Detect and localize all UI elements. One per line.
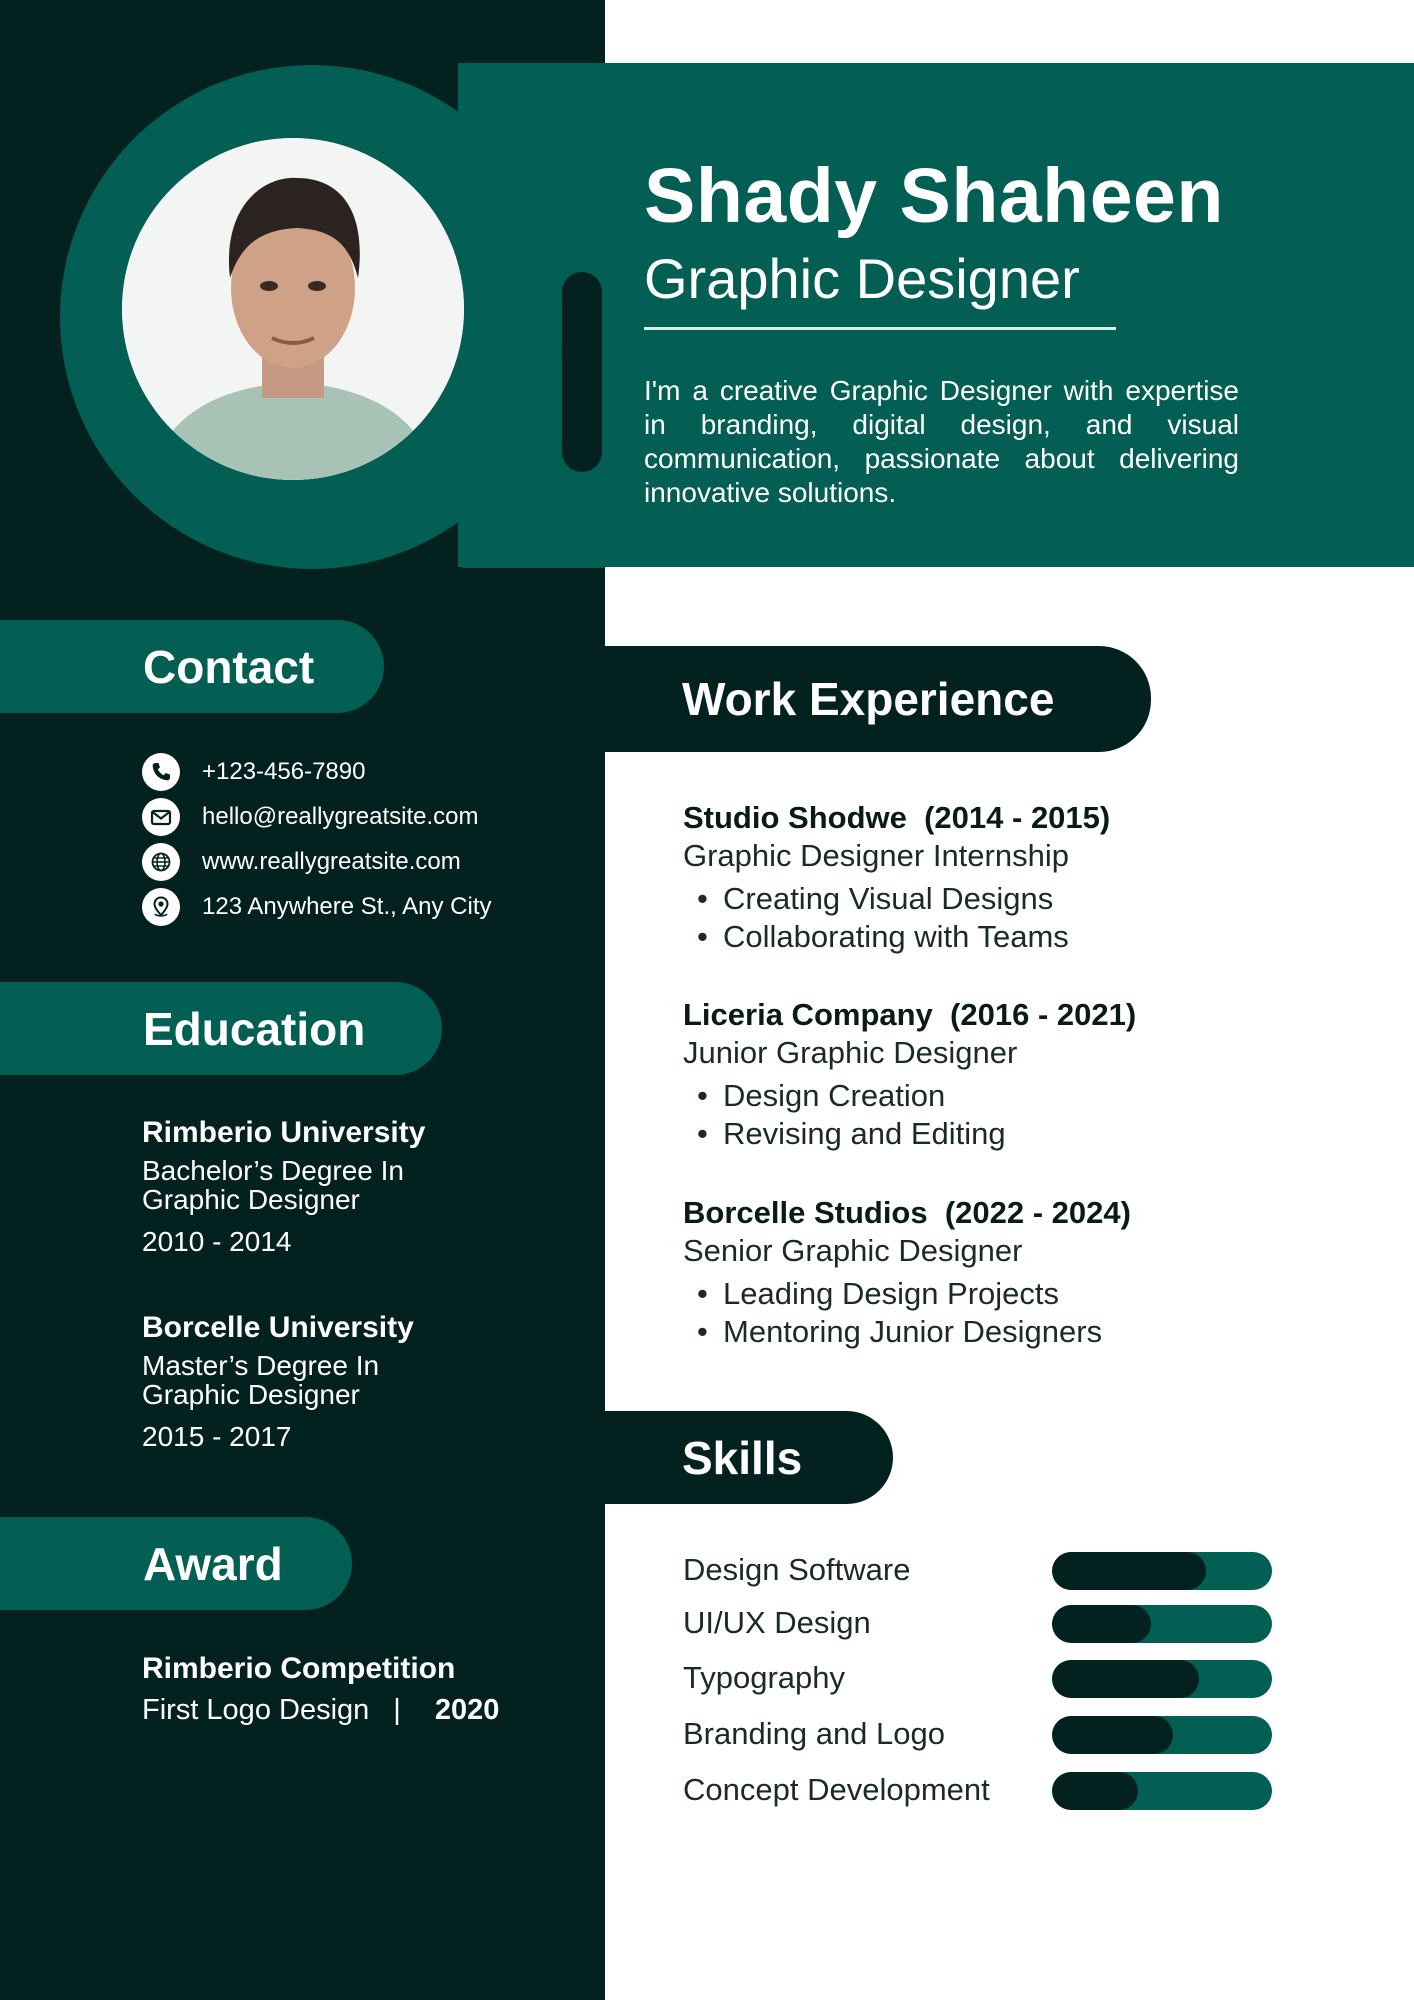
job-entry <box>683 1195 1131 1351</box>
skill-bar-fill <box>1052 1552 1206 1590</box>
job-company: Liceria Company <box>683 997 933 1032</box>
job-company: Borcelle Studios <box>683 1195 928 1230</box>
title-divider <box>644 327 1116 330</box>
job-bullet: • Creating Visual Designs <box>683 880 1110 918</box>
skill-bar <box>1052 1716 1272 1754</box>
candidate-name: Shady Shaheen <box>644 153 1224 239</box>
job-period: (2014 - 2015) <box>924 800 1111 835</box>
profile-photo <box>122 138 464 480</box>
hook-accent <box>562 272 602 472</box>
skill-bar-fill <box>1052 1605 1151 1643</box>
skill-name: Branding and Logo <box>683 1716 946 1751</box>
contact-phone-text: +123-456-7890 <box>202 758 366 785</box>
skills-heading: Skills <box>605 1411 893 1504</box>
avatar-illustration <box>122 138 464 480</box>
job-role: Junior Graphic Designer <box>683 1035 1018 1070</box>
job-bullets <box>683 1077 1136 1153</box>
skill-bar <box>1052 1772 1272 1810</box>
education-school: Rimberio University <box>142 1116 426 1149</box>
award-title: Rimberio Competition <box>142 1652 456 1685</box>
phone-icon <box>142 753 180 791</box>
contact-phone[interactable] <box>142 753 365 791</box>
job-period: (2022 - 2024) <box>944 1195 1131 1230</box>
award-detail-line <box>142 1694 499 1727</box>
skill-name: Concept Development <box>683 1772 990 1807</box>
job-bullet: • Design Creation <box>683 1077 1136 1115</box>
contact-website-text: www.reallygreatsite.com <box>202 848 461 875</box>
education-degree: Bachelor’s Degree In Graphic Designer <box>142 1155 405 1215</box>
candidate-title: Graphic Designer <box>644 247 1080 310</box>
job-period: (2016 - 2021) <box>950 997 1137 1032</box>
education-years: 2015 - 2017 <box>142 1421 292 1452</box>
location-icon <box>142 888 180 926</box>
education-school: Borcelle University <box>142 1311 414 1344</box>
education-entry <box>142 1311 472 1453</box>
job-role: Senior Graphic Designer <box>683 1233 1023 1268</box>
about-text: I'm a creative Graphic Designer with expertise in branding, digital design, and visual communication, passionate about delivering innovative solutions. <box>644 375 1239 508</box>
skill-name: UI/UX Design <box>683 1605 871 1640</box>
contact-address-text: 123 Anywhere St., Any City <box>202 893 492 920</box>
contact-website[interactable] <box>142 843 461 881</box>
job-role: Graphic Designer Internship <box>683 838 1069 873</box>
job-bullets <box>683 1275 1131 1351</box>
award-year: 2020 <box>434 1694 500 1726</box>
contact-address[interactable] <box>142 888 492 926</box>
skill-bar-fill <box>1052 1772 1138 1810</box>
education-degree: Master’s Degree In Graphic Designer <box>142 1350 380 1410</box>
education-years: 2010 - 2014 <box>142 1226 292 1257</box>
job-entry <box>683 997 1136 1153</box>
award-heading: Award <box>0 1517 352 1610</box>
job-company: Studio Shodwe <box>683 800 907 835</box>
job-entry <box>683 800 1110 956</box>
job-bullet: • Leading Design Projects <box>683 1275 1131 1313</box>
job-header <box>683 997 1136 1033</box>
work-experience-heading: Work Experience <box>605 646 1151 752</box>
contact-heading: Contact <box>0 620 384 713</box>
job-header <box>683 1195 1131 1231</box>
globe-icon <box>142 843 180 881</box>
job-header <box>683 800 1110 836</box>
mail-icon <box>142 798 180 836</box>
education-entry <box>142 1116 472 1258</box>
contact-email-text: hello@reallygreatsite.com <box>202 803 479 830</box>
job-bullet: • Collaborating with Teams <box>683 918 1110 956</box>
job-bullets <box>683 880 1110 956</box>
contact-email[interactable] <box>142 798 478 836</box>
skill-bar <box>1052 1660 1272 1698</box>
job-bullet: • Mentoring Junior Designers <box>683 1313 1131 1351</box>
job-bullet: • Revising and Editing <box>683 1115 1136 1153</box>
skill-name: Typography <box>683 1660 845 1695</box>
award-detail: First Logo Design <box>142 1694 370 1726</box>
skill-bar-fill <box>1052 1660 1199 1698</box>
education-heading: Education <box>0 982 442 1075</box>
award-separator: | <box>393 1694 401 1726</box>
skill-bar <box>1052 1552 1272 1590</box>
skill-bar <box>1052 1605 1272 1643</box>
skill-name: Design Software <box>683 1552 911 1587</box>
skill-bar-fill <box>1052 1716 1173 1754</box>
